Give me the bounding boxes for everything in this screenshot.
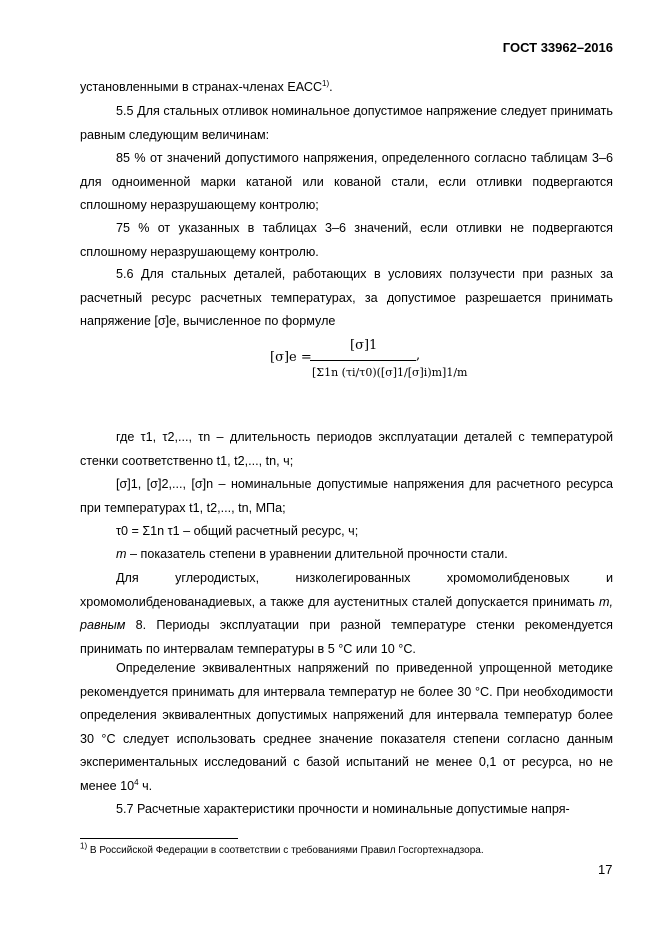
formula-lhs: [σ]e = bbox=[270, 350, 312, 365]
paragraph-continuation: установленными в странах-членах ЕАСС$^{1)}$. bbox=[80, 78, 333, 94]
paragraph-75-percent: 75 % от указанных в таблицах 3–6 значений, если отливки не подвергаются сплошному неразрушающему контролю. bbox=[80, 221, 613, 259]
paragraph-sigma-definitions: [σ]1, [σ]2,..., [σ]n – номинальные допустимые напряжения для расчетного ресурса при температурах t1, t2,..., tn, МПа; bbox=[80, 477, 613, 515]
formula-denominator: [Σ1n (τi/τ0)([σ]1/[σ]i)m]1/m bbox=[312, 366, 468, 379]
formula-comma: , bbox=[416, 348, 421, 363]
paragraph-where-tau: где τ1, τ2,..., τn – длительность периодов эксплуатации деталей с температурой стенки соответственно t1, t2,..., tn, ч; bbox=[80, 430, 613, 468]
paragraph-carbon-steels: Для углеродистых, низколегированных хромомолибденовых и хромомолибденованадиевых, а также для аустенитных сталей допускается принимать m, равным 8. Периоды эксплуатации при разной температуре стенки рекомендуется принимать по интервалам температуры в 5 °С или 10 °С. bbox=[80, 571, 613, 656]
equivalent-stress-formula bbox=[270, 336, 470, 404]
formula-numerator: [σ]1 bbox=[350, 338, 378, 353]
paragraph-5-5: 5.5 Для стальных отливок номинальное допустимое напряжение следует принимать равным следующим величинам: bbox=[80, 104, 613, 142]
paragraph-5-7: 5.7 Расчетные характеристики прочности и номинальные допустимые напря- bbox=[116, 802, 570, 816]
page-number: 17 bbox=[598, 862, 613, 877]
paragraph-85-percent: 85 % от значений допустимого напряжения, определенного согласно таблицам 3–6 для одноименной марки катаной или кованой стали, если отливки подвергаются сплошному неразрушающему контролю; bbox=[80, 151, 613, 212]
document-code: ГОСТ 33962–2016 bbox=[502, 40, 613, 55]
fraction-bar bbox=[310, 360, 416, 361]
paragraph-equivalent-stress: Определение эквивалентных напряжений по приведенной упрощенной методике рекомендуется принимать для интервала температур не более 30 °С. При необходимости определения эквивалентных допустимых напряжений для интервала температур более 30 °С следует использовать среднее значение показателя степени согласно данным экспериментальных исследований с базой испытаний не менее 0,1 от ресурса, но не менее $10^4$ ч. bbox=[80, 661, 613, 793]
paragraph-tau0: τ0 = Σ1n τ1 – общий расчетный ресурс, ч; bbox=[116, 524, 359, 538]
paragraph-5-6: 5.6 Для стальных деталей, работающих в условиях ползучести при разных за расчетный ресурс расчетных температурах, за допустимое разрешается принимать напряжение [σ]e, вычисленное по формуле bbox=[80, 267, 613, 328]
footnote: $^{1)}$ В Российской Федерации в соответствии с требованиями Правил Госгортехнадзора. bbox=[80, 841, 484, 856]
footnote-divider bbox=[80, 838, 238, 839]
paragraph-m-exponent: m – показатель степени в уравнении длительной прочности стали. bbox=[116, 547, 508, 561]
